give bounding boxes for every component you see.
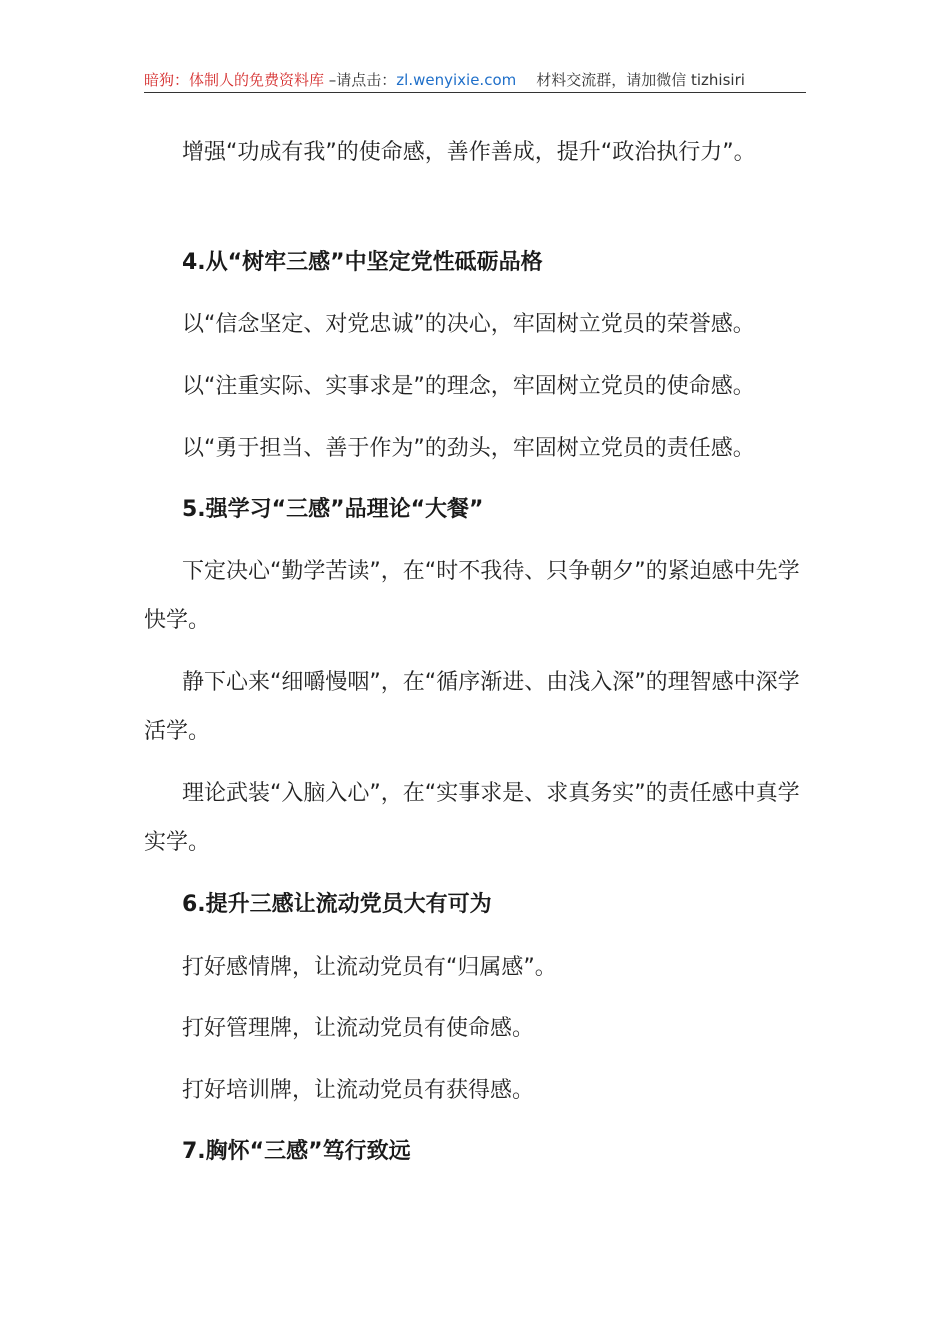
paragraph-1: 增强“功成有我”的使命感，善作善成，提升“政治执行力”。 [182,140,756,165]
heading-5: 5.强学习“三感”品理论“大餐” [182,497,484,522]
heading-6: 6.提升三感让流动党员大有可为 [182,892,492,917]
header-prompt: –请点击： [324,71,397,89]
sentence-6-3: 打好培训牌，让流动党员有获得感。 [182,1078,535,1103]
sentence-4-3: 以“勇于担当、善于作为”的劲头，牢固树立党员的责任感。 [182,436,755,461]
header-brand: 暗狗：体制人的免费资料库 [144,71,325,89]
sentence-6-1: 打好感情牌，让流动党员有“归属感”。 [182,955,557,980]
paragraph-5-1: 下定决心“勤学苦读”，在“时不我待、只争朝夕”的紧迫感中先学快学。 [144,559,800,633]
heading-4: 4.从“树牢三感”中坚定党性砥砺品格 [182,250,543,275]
page-header [144,68,806,93]
paragraph-5-2: 静下心来“细嚼慢咽”，在“循序渐进、由浅入深”的理智感中深学活学。 [144,670,800,744]
paragraph-5-3: 理论武装“入脑入心”，在“实事求是、求真务实”的责任感中真学实学。 [144,781,800,855]
sentence-4-1: 以“信念坚定、对党忠诚”的决心，牢固树立党员的荣誉感。 [182,312,755,337]
sentence-4-2: 以“注重实际、实事求是”的理念，牢固树立党员的使命感。 [182,374,755,399]
sentence-6-2: 打好管理牌，让流动党员有使命感。 [182,1016,535,1041]
header-contact: 材料交流群，请加微信 tizhisiri [536,71,745,89]
header-link[interactable]: zl.wenyixie.com [396,71,517,89]
heading-7: 7.胸怀“三感”笃行致远 [182,1139,411,1164]
